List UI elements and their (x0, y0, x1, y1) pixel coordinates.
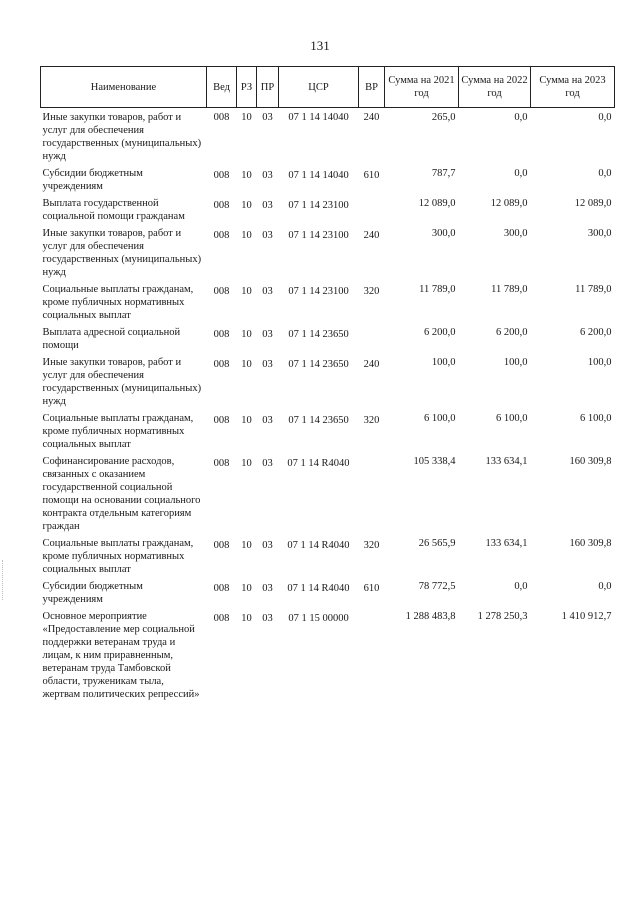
cell-pr: 03 (262, 458, 273, 469)
table-row (41, 455, 615, 537)
cell-sum-2022: 133 634,1 (485, 538, 528, 549)
cell-ved: 008 (213, 329, 230, 340)
cell-ved: 008 (213, 613, 230, 624)
cell-vr: 610 (363, 170, 380, 181)
cell-vr: 320 (363, 286, 380, 297)
cell-ved: 008 (213, 415, 230, 426)
cell-sum-2023: 12 089,0 (574, 198, 612, 209)
header-ved: Вед (207, 67, 237, 108)
cell-sum-2021: 78 772,5 (418, 581, 456, 592)
cell-name: Иные закупки товаров, работ и услуг для обеспечения государственных (муниципальных) нужд (42, 228, 202, 278)
cell-pr: 03 (262, 112, 273, 123)
cell-sum-2021: 1 288 483,8 (405, 611, 456, 622)
cell-vr (359, 326, 385, 356)
table-row (41, 580, 615, 610)
cell-rz: 10 (241, 540, 252, 551)
cell-sum-2022: 0,0 (514, 112, 528, 123)
cell-sum-2021: 6 100,0 (424, 413, 456, 424)
table-row (41, 197, 615, 227)
cell-rz: 10 (241, 329, 252, 340)
cell-sum-2021: 11 789,0 (419, 284, 456, 295)
cell-sum-2022: 300,0 (503, 228, 528, 239)
table-header-row (41, 67, 615, 108)
cell-pr: 03 (262, 200, 273, 211)
cell-name: Субсидии бюджетным учреждениям (42, 581, 143, 605)
cell-sum-2022: 100,0 (503, 357, 528, 368)
cell-vr: 240 (363, 112, 380, 123)
cell-pr: 03 (262, 230, 273, 241)
page-number: 131 (310, 38, 330, 53)
cell-vr: 320 (363, 540, 380, 551)
table-row (41, 283, 615, 326)
cell-name: Социальные выплаты гражданам, кроме публичных нормативных социальных выплат (42, 284, 194, 321)
cell-pr: 03 (262, 329, 273, 340)
cell-sum-2023: 11 789,0 (575, 284, 612, 295)
cell-csr: 07 1 14 23650 (288, 415, 349, 426)
cell-csr: 07 1 14 14040 (288, 112, 349, 123)
cell-name: Субсидии бюджетным учреждениям (42, 168, 143, 192)
cell-sum-2023: 0,0 (598, 581, 612, 592)
cell-pr: 03 (262, 415, 273, 426)
cell-pr: 03 (262, 359, 273, 370)
cell-pr: 03 (262, 286, 273, 297)
cell-vr: 610 (363, 583, 380, 594)
cell-vr: 240 (363, 359, 380, 370)
cell-ved: 008 (213, 540, 230, 551)
cell-rz: 10 (241, 415, 252, 426)
cell-sum-2022: 0,0 (514, 581, 528, 592)
cell-sum-2021: 300,0 (431, 228, 456, 239)
cell-sum-2023: 100,0 (587, 357, 612, 368)
header-pr: ПР (257, 67, 279, 108)
cell-sum-2022: 6 100,0 (496, 413, 528, 424)
header-sum-2022: Сумма на 2022 год (459, 67, 531, 108)
cell-vr (359, 610, 385, 705)
cell-vr (359, 455, 385, 537)
cell-sum-2022: 1 278 250,3 (477, 611, 528, 622)
cell-ved: 008 (213, 583, 230, 594)
cell-ved: 008 (213, 286, 230, 297)
table-row (41, 326, 615, 356)
header-sum-2021: Сумма на 2021 год (385, 67, 459, 108)
cell-name: Выплата государственной социальной помощи гражданам (42, 198, 185, 222)
cell-ved: 008 (213, 458, 230, 469)
cell-ved: 008 (213, 230, 230, 241)
cell-ved: 008 (213, 359, 230, 370)
header-csr: ЦСР (279, 67, 359, 108)
cell-sum-2022: 0,0 (514, 168, 528, 179)
cell-vr: 320 (363, 415, 380, 426)
cell-sum-2023: 6 200,0 (580, 327, 612, 338)
cell-rz: 10 (241, 286, 252, 297)
table-row (41, 412, 615, 455)
margin-scan-mark (2, 560, 4, 600)
cell-rz: 10 (241, 112, 252, 123)
cell-csr: 07 1 14 23100 (288, 286, 349, 297)
cell-pr: 03 (262, 583, 273, 594)
cell-sum-2021: 6 200,0 (424, 327, 456, 338)
cell-csr: 07 1 14 R4040 (287, 583, 350, 594)
cell-sum-2022: 11 789,0 (491, 284, 528, 295)
cell-name: Социальные выплаты гражданам, кроме публичных нормативных социальных выплат (42, 538, 194, 575)
cell-sum-2021: 26 565,9 (418, 538, 456, 549)
cell-rz: 10 (241, 613, 252, 624)
table-row (41, 537, 615, 580)
cell-name: Социальные выплаты гражданам, кроме публичных нормативных социальных выплат (42, 413, 194, 450)
cell-rz: 10 (241, 583, 252, 594)
cell-name: Иные закупки товаров, работ и услуг для обеспечения государственных (муниципальных) нужд (42, 112, 202, 162)
cell-csr: 07 1 15 00000 (288, 613, 349, 624)
cell-csr: 07 1 14 23100 (288, 200, 349, 211)
table-row (41, 167, 615, 197)
table-row (41, 227, 615, 283)
cell-csr: 07 1 14 23100 (288, 230, 349, 241)
cell-sum-2023: 160 309,8 (569, 456, 612, 467)
cell-vr (359, 197, 385, 227)
cell-rz: 10 (241, 170, 252, 181)
table-body (41, 108, 615, 706)
cell-ved: 008 (213, 200, 230, 211)
table-row (41, 610, 615, 705)
cell-rz: 10 (241, 230, 252, 241)
cell-sum-2023: 300,0 (587, 228, 612, 239)
cell-sum-2023: 0,0 (598, 168, 612, 179)
table-row (41, 356, 615, 412)
cell-sum-2021: 12 089,0 (418, 198, 456, 209)
cell-name: Выплата адресной социальной помощи (42, 327, 181, 351)
cell-csr: 07 1 14 R4040 (287, 540, 350, 551)
cell-sum-2021: 787,7 (431, 168, 456, 179)
cell-csr: 07 1 14 23650 (288, 329, 349, 340)
cell-sum-2023: 0,0 (598, 112, 612, 123)
cell-name: Софинансирование расходов, связанных с оказанием государственной социальной помощи на основании социального контракта отдельным категориям граждан (42, 456, 201, 532)
budget-table (40, 66, 615, 705)
cell-name: Основное мероприятие «Предоставление мер социальной поддержки ветеранам труда и лицам, к ним приравненным, ветеранам труда Тамбовской области, труженикам тыла, жертвам политических репрессий» (42, 611, 200, 700)
cell-vr: 240 (363, 230, 380, 241)
cell-ved: 008 (213, 112, 230, 123)
cell-sum-2023: 1 410 912,7 (561, 611, 612, 622)
cell-rz: 10 (241, 200, 252, 211)
cell-sum-2021: 265,0 (431, 112, 456, 123)
cell-name: Иные закупки товаров, работ и услуг для обеспечения государственных (муниципальных) нужд (42, 357, 202, 407)
header-rz: РЗ (237, 67, 257, 108)
cell-rz: 10 (241, 359, 252, 370)
header-vr: ВР (359, 67, 385, 108)
cell-csr: 07 1 14 14040 (288, 170, 349, 181)
cell-sum-2022: 133 634,1 (485, 456, 528, 467)
cell-rz: 10 (241, 458, 252, 469)
cell-sum-2023: 160 309,8 (569, 538, 612, 549)
cell-csr: 07 1 14 23650 (288, 359, 349, 370)
cell-sum-2021: 105 338,4 (413, 456, 456, 467)
cell-sum-2022: 12 089,0 (490, 198, 528, 209)
cell-sum-2022: 6 200,0 (496, 327, 528, 338)
cell-pr: 03 (262, 540, 273, 551)
cell-ved: 008 (213, 170, 230, 181)
cell-sum-2023: 6 100,0 (580, 413, 612, 424)
cell-sum-2021: 100,0 (431, 357, 456, 368)
table-row (41, 108, 615, 168)
cell-csr: 07 1 14 R4040 (287, 458, 350, 469)
cell-pr: 03 (262, 170, 273, 181)
header-sum-2023: Сумма на 2023 год (531, 67, 615, 108)
cell-pr: 03 (262, 613, 273, 624)
header-name: Наименование (41, 67, 207, 108)
